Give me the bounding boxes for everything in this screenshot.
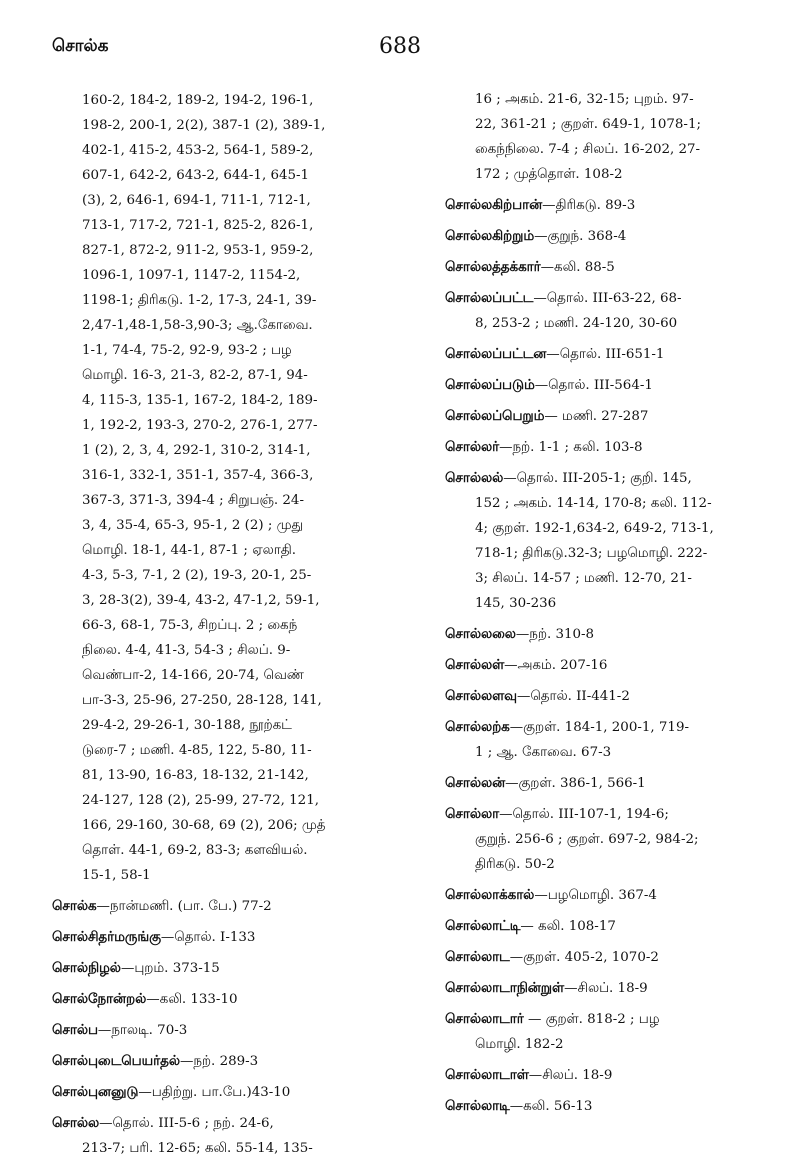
running-head: சொல்க [52,36,109,56]
entry-line: 3, 28-3(2), 39-4, 43-2, 47-1,2, 59-1, [82,593,320,608]
entry-line: 81, 13-90, 16-83, 18-132, 21-142, [82,768,309,783]
headword: சொல்லத்தக்கார் [445,260,541,275]
index-entry [445,435,781,460]
entry-line: 1, 192-2, 193-3, 270-2, 276-1, 277- [82,418,318,433]
index-entry [52,987,424,1012]
entry-line: தொள். 44-1, 69-2, 83-3; களவியல். [82,843,308,858]
headword: சொல்சிதர்மருங்கு [52,930,161,945]
entry-references: —நான்மணி. (பா. பே.) 77-2 [96,899,272,914]
index-entry [445,466,781,616]
entry-line: பா-3-3, 25-96, 27-250, 28-128, 141, [82,693,322,708]
index-entry [445,342,781,367]
right-column [445,87,781,1119]
entry-line: 15-1, 58-1 [82,868,151,883]
entry-references: 718-1; திரிகடு.32-3; பழமொழி. 222- [475,546,708,561]
headword: சொல்லாட [445,950,510,965]
entry-line: 172 ; முத்தொள். 108-2 [475,167,623,182]
entry-references: —பழமொழி. 367-4 [534,888,657,903]
entry-references: —தொல். I-133 [160,930,256,945]
index-entry [445,945,781,970]
entry-line: 198-2, 200-1, 2(2), 387-1 (2), 389-1, [82,118,326,133]
index-entry [52,956,424,981]
entry-line: (3), 2, 646-1, 694-1, 711-1, 712-1, [82,193,311,208]
headword: சொல்லப்பெறும் [445,409,545,424]
headword: சொல்லலை [445,627,516,642]
index-entry [445,684,781,709]
index-entry [445,715,781,765]
index-entry [52,1111,424,1161]
headword: சொல்லர் [445,440,500,455]
index-entry [445,224,781,249]
entry-references: —புறம். 373-15 [120,961,220,976]
entry-references: —குறள். 184-1, 200-1, 719- [509,720,689,735]
index-entry [445,771,781,796]
entry-references: —கலி. 56-13 [509,1099,593,1114]
headword: சொல்லாடார் [445,1012,524,1027]
entry-line: 1198-1; திரிகடு. 1-2, 17-3, 24-1, 39- [82,293,317,308]
headword: சொல்லகிற்றும் [445,229,535,244]
headword: சொல்லாடாநின்றுள் [445,981,565,996]
index-entry [52,1080,424,1105]
headword: சொல்லளவு [445,689,517,704]
entry-line: 1 (2), 2, 3, 4, 292-1, 310-2, 314-1, [82,443,311,458]
entry-references: 1 ; ஆ. கோவை. 67-3 [475,745,612,760]
entry-references: —தொல். III-564-1 [534,378,653,393]
entry-references: —குறுந். 368-4 [534,229,627,244]
entry-references: 8, 253-2 ; மணி. 24-120, 30-60 [475,316,678,331]
entry-references: —தொல். II-441-2 [516,689,630,704]
page-header [0,0,800,70]
entry-line: 402-1, 415-2, 453-2, 564-1, 589-2, [82,143,314,158]
entry-line: 22, 361-21 ; குறள். 649-1, 1078-1; [475,117,701,132]
entry-references: மொழி. 182-2 [475,1037,564,1052]
headword: சொல்லற்க [445,720,510,735]
entry-references: — கலி. 108-17 [520,919,616,934]
entry-references: —பதிற்று. பா.பே.)43-10 [138,1085,291,1100]
entry-line: 166, 29-160, 30-68, 69 (2), 206; முத் [82,818,326,833]
headword: சொல்லகிற்பான் [445,198,543,213]
headword: சொல்லாடி [445,1099,510,1114]
index-entry [445,1063,781,1088]
index-entry [52,1018,424,1043]
entry-references: —திரிகடு. 89-3 [542,198,636,213]
index-entry [445,914,781,939]
index-entry [445,653,781,678]
entry-line: 2,47-1,48-1,58-3,90-3; ஆ.கோவை. [82,318,313,333]
headword: சொல்லப்படும் [445,378,535,393]
entry-line: 4, 115-3, 135-1, 167-2, 184-2, 189- [82,393,318,408]
entry-references: 213-7; பரி. 12-65; கலி. 55-14, 135- [82,1141,313,1156]
entry-references: —கலி. 88-5 [540,260,615,275]
headword: சொல்லாட்டி [445,919,521,934]
entry-references: —கலி. 133-10 [146,992,238,1007]
index-entry [445,286,781,336]
entry-references: —அகம். 207-16 [504,658,608,673]
entry-references: —தொல். III-5-6 ; நற். 24-6, [99,1116,274,1131]
entry-references: 3; சிலப். 14-57 ; மணி. 12-70, 21- [475,571,692,586]
entry-references: —நற். 1-1 ; கலி. 103-8 [499,440,643,455]
entry-references: —தொல். III-107-1, 194-6; [499,807,669,822]
entry-references: 4; குறள். 192-1,634-2, 649-2, 713-1, [475,521,714,536]
index-entry [445,404,781,429]
entry-line: 4-3, 5-3, 7-1, 2 (2), 19-3, 20-1, 25- [82,568,312,583]
entry-references: —நற். 289-3 [179,1054,259,1069]
index-entry [445,1007,781,1057]
entry-line: 24-127, 128 (2), 25-99, 27-72, 121, [82,793,319,808]
headword: சொல்லப்பட்ட [445,291,534,306]
page-number: 688 [379,34,421,59]
entry-line: கைந்நிலை. 7-4 ; சிலப். 16-202, 27- [475,142,701,157]
headword: சொல்ப [52,1023,98,1038]
entry-references: —தொல். III-63-22, 68- [533,291,682,306]
headword: சொல்லாக்கால் [445,888,535,903]
headword: சொல்புடைபெயர்தல் [52,1054,180,1069]
index-entry [445,373,781,398]
index-entry [445,802,781,877]
entry-line: 66-3, 68-1, 75-3, சிறப்பு. 2 ; கைந் [82,618,298,633]
entry-line: வெண்பா-2, 14-166, 20-74, வெண் [82,668,304,683]
entry-line: டுரை-7 ; மணி. 4-85, 122, 5-80, 11- [82,743,312,758]
index-entry [52,1049,424,1074]
index-entry [445,883,781,908]
headword: சொல்லல் [445,471,504,486]
entry-references: திரிகடு. 50-2 [475,857,555,872]
left-column [52,88,424,1161]
entry-references: —நாலடி. 70-3 [97,1023,188,1038]
entry-line: 3, 4, 35-4, 65-3, 95-1, 2 (2) ; முது [82,518,304,533]
headword: சொல்லப்பட்டன [445,347,547,362]
index-entry [445,976,781,1001]
index-entry [445,622,781,647]
headword: சொல்லன் [445,776,506,791]
headword: சொல்நோன்றல் [52,992,147,1007]
entry-line: மொழி. 18-1, 44-1, 87-1 ; ஏலாதி. [82,543,296,558]
entry-line: 160-2, 184-2, 189-2, 194-2, 196-1, [82,93,314,108]
entry-line: 1096-1, 1097-1, 1147-2, 1154-2, [82,268,301,283]
entry-line: 827-1, 872-2, 911-2, 953-1, 959-2, [82,243,314,258]
continued-entry [445,87,781,187]
entry-references: —சிலப். 18-9 [528,1068,613,1083]
entry-references: —நற். 310-8 [515,627,595,642]
index-entry [445,255,781,280]
index-entry [52,925,424,950]
headword: சொல்லள் [445,658,505,673]
entry-line: நிலை. 4-4, 41-3, 54-3 ; சிலப். 9- [82,643,291,658]
entry-line: 713-1, 717-2, 721-1, 825-2, 826-1, [82,218,314,233]
continued-entry [52,88,424,888]
entry-references: — குறள். 818-2 ; பழ [523,1012,660,1027]
entry-line: மொழி. 16-3, 21-3, 82-2, 87-1, 94- [82,368,308,383]
headword: சொல்க [52,899,97,914]
entry-references: —தொல். III-205-1; குறி. 145, [503,471,692,486]
headword: சொல்புனனுடு [52,1085,139,1100]
headword: சொல்நிழல் [52,961,121,976]
entry-references: —தொல். III-651-1 [546,347,665,362]
entry-references: —குறள். 405-2, 1070-2 [509,950,659,965]
index-entry [52,894,424,919]
headword: சொல்லா [445,807,500,822]
headword: சொல்ல [52,1116,100,1131]
entry-line: 16 ; அகம். 21-6, 32-15; புறம். 97- [475,92,694,107]
entry-line: 316-1, 332-1, 351-1, 357-4, 366-3, [82,468,314,483]
entry-line: 367-3, 371-3, 394-4 ; சிறுபஞ். 24- [82,493,304,508]
headword: சொல்லாடாள் [445,1068,529,1083]
entry-references: — மணி. 27-287 [544,409,649,424]
entry-references: 145, 30-236 [475,596,557,611]
entry-line: 1-1, 74-4, 75-2, 92-9, 93-2 ; பழ [82,343,292,358]
entry-references: —சிலப். 18-9 [564,981,648,996]
entry-references: —குறள். 386-1, 566-1 [505,776,646,791]
entry-line: 607-1, 642-2, 643-2, 644-1, 645-1 [82,168,310,183]
index-entry [445,1094,781,1119]
entry-line: 29-4-2, 29-26-1, 30-188, நூற்கட் [82,718,292,733]
entry-references: குறுந். 256-6 ; குறள். 697-2, 984-2; [475,832,699,847]
index-entry [445,193,781,218]
entry-references: 152 ; அகம். 14-14, 170-8; கலி. 112- [475,496,712,511]
